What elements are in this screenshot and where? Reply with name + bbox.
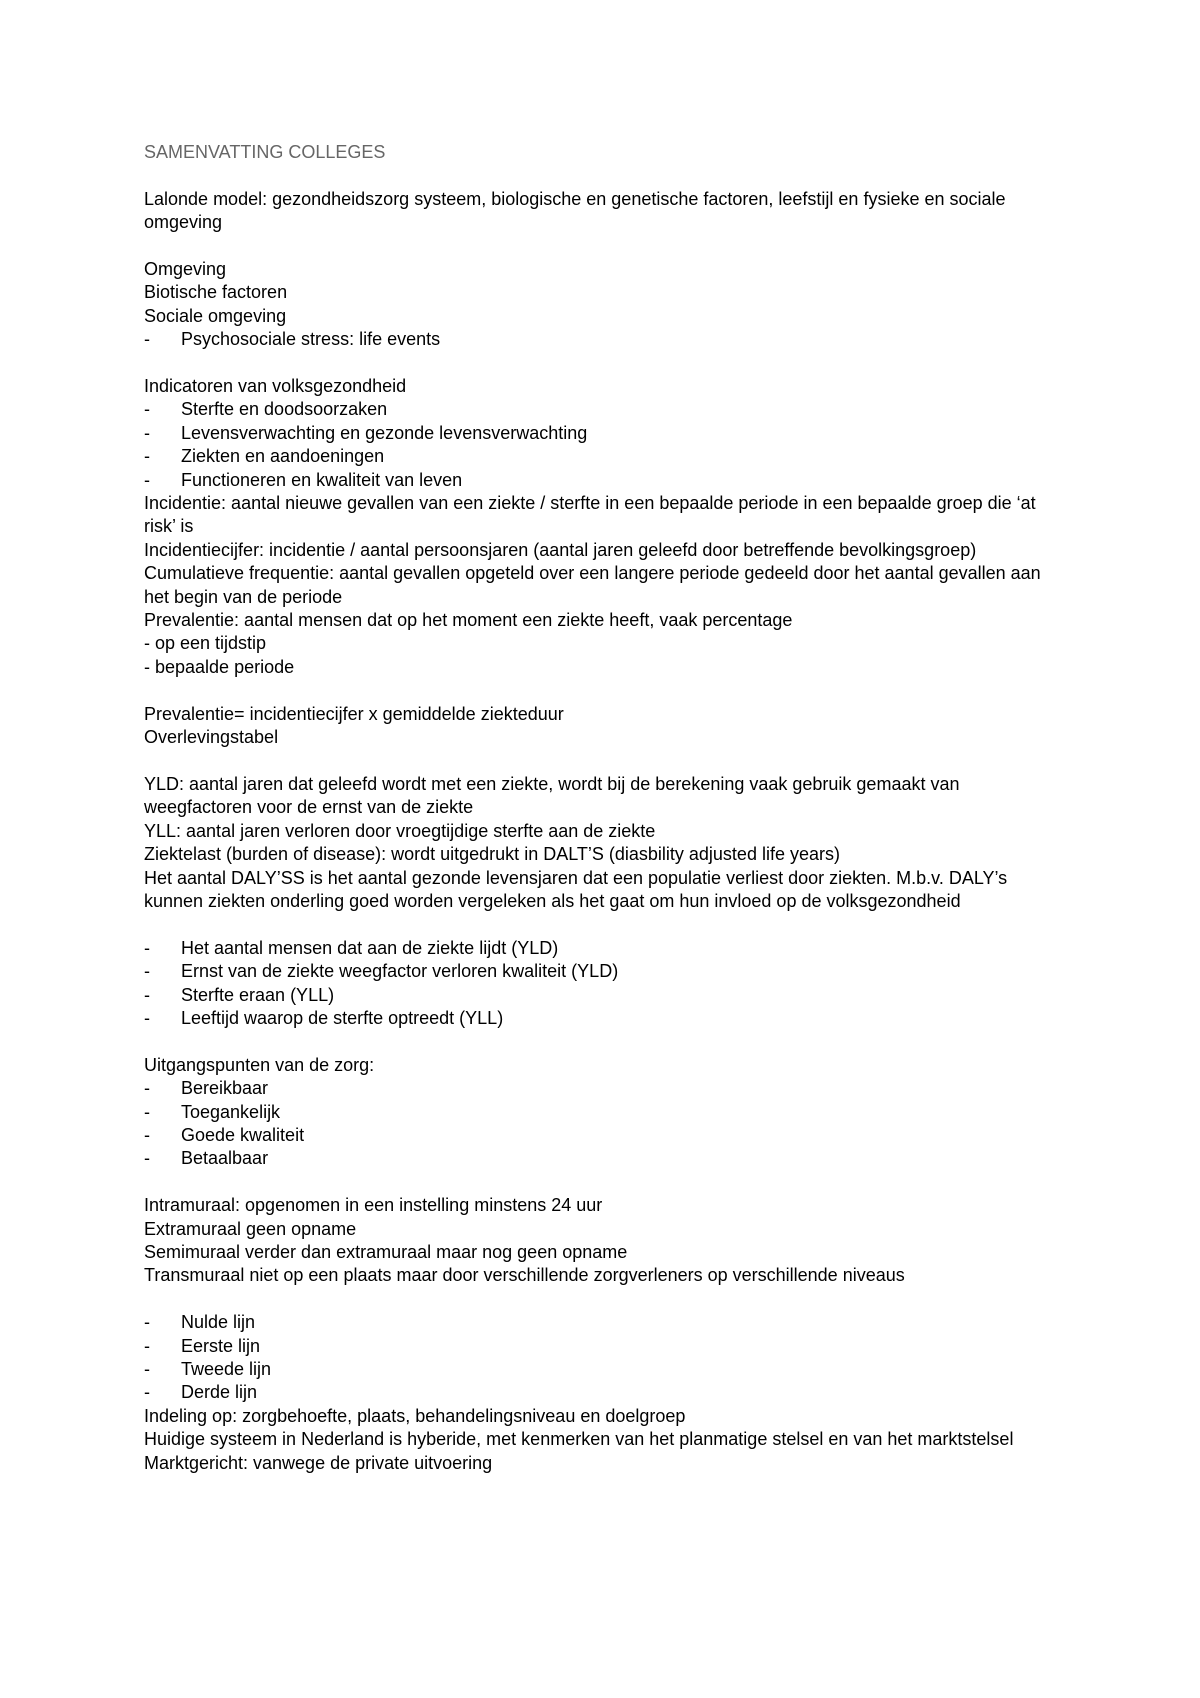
bullet-item [144, 1101, 1064, 1124]
paragraph: Marktgericht: vanwege de private uitvoering [144, 1452, 493, 1473]
bullet-marker: - [144, 1124, 150, 1145]
bullet-text: Sterfte eraan (YLL) [181, 984, 335, 1005]
bullet-text: Nulde lijn [181, 1312, 256, 1333]
bullet-item [144, 1311, 1064, 1334]
blank-line [144, 1288, 1064, 1311]
paragraph: Sociale omgeving [144, 305, 287, 326]
blank-line [144, 679, 1064, 702]
bullet-item [144, 1124, 1064, 1147]
bullet-marker: - [144, 1358, 150, 1379]
bullet-item [144, 960, 1064, 983]
bullet-text: Derde lijn [181, 1382, 258, 1403]
paragraph: Overlevingstabel [144, 727, 279, 748]
bullet-item [144, 984, 1064, 1007]
bullet-text: Leeftijd waarop de sterfte optreedt (YLL) [181, 1007, 504, 1028]
bullet-item [144, 445, 1064, 468]
paragraph: Extramuraal geen opname [144, 1218, 357, 1239]
paragraph: Indicatoren van volksgezondheid [144, 376, 407, 397]
bullet-text: Goede kwaliteit [181, 1124, 305, 1145]
bullet-item [144, 1335, 1064, 1358]
bullet-item [144, 1007, 1064, 1030]
bullet-marker: - [144, 1078, 150, 1099]
paragraph: Omgeving [144, 259, 227, 279]
bullet-marker: - [144, 399, 150, 420]
paragraph: Lalonde model: gezondheidszorg systeem, biologische en genetische factoren, leefstijl en fysieke en sociale omgeving [144, 188, 1006, 233]
document-title: SAMENVATTING COLLEGES [144, 142, 386, 162]
paragraph: Incidentiecijfer: incidentie / aantal persoonsjaren (aantal jaren geleefd door betreffende bevolkingsgroep) [144, 539, 977, 560]
paragraph: Huidige systeem in Nederland is hyberide, met kenmerken van het planmatige stelsel en van het marktstelsel [144, 1429, 1014, 1450]
bullet-item [144, 469, 1064, 492]
bullet-text: Bereikbaar [181, 1078, 269, 1099]
paragraph: Transmuraal niet op een plaats maar door verschillende zorgverleners op verschillende niveaus [144, 1265, 905, 1286]
bullet-marker: - [144, 329, 150, 350]
paragraph: - bepaalde periode [144, 656, 295, 677]
blank-line [144, 1030, 1064, 1053]
paragraph: Incidentie: aantal nieuwe gevallen van een ziekte / sterfte in een bepaalde periode in een bepaalde groep die ‘at risk’ is [144, 493, 1036, 537]
bullet-text: Eerste lijn [181, 1335, 261, 1356]
bullet-item [144, 1077, 1064, 1100]
paragraph: Cumulatieve frequentie: aantal gevallen opgeteld over een langere periode gedeeld door het aantal gevallen aan het begin van de periode [144, 563, 1041, 607]
bullet-text: Psychosociale stress: life events [181, 329, 441, 350]
bullet-marker: - [144, 1335, 150, 1356]
blank-line [144, 235, 1064, 258]
bullet-marker: - [144, 1148, 150, 1169]
blank-line [144, 913, 1064, 936]
paragraph: Uitgangspunten van de zorg: [144, 1054, 375, 1075]
bullet-text: Ziekten en aandoeningen [181, 446, 385, 467]
bullet-marker: - [144, 984, 150, 1005]
bullet-text: Sterfte en doodsoorzaken [181, 399, 388, 420]
paragraph: Ziektelast (burden of disease): wordt uitgedrukt in DALT’S (diasbility adjusted life years) [144, 844, 840, 865]
blank-line [144, 1171, 1064, 1194]
bullet-item [144, 1381, 1064, 1404]
bullet-marker: - [144, 469, 150, 490]
paragraph: Het aantal DALY’SS is het aantal gezonde levensjaren dat een populatie verliest door ziekten. M.b.v. DALY’s kunnen ziekten onderling goed worden vergeleken als het gaat om hun invloed op de volksgezondheid [144, 867, 1008, 911]
bullet-marker: - [144, 1007, 150, 1028]
paragraph: Semimuraal verder dan extramuraal maar nog geen opname [144, 1241, 628, 1262]
bullet-marker: - [144, 1312, 150, 1333]
paragraph: - op een tijdstip [144, 633, 267, 654]
paragraph: YLD: aantal jaren dat geleefd wordt met een ziekte, wordt bij de berekening vaak gebruik gemaakt van weegfactoren voor de ernst van de ziekte [144, 773, 960, 818]
paragraph: Indeling op: zorgbehoefte, plaats, behandelingsniveau en doelgroep [144, 1405, 686, 1426]
bullet-marker: - [144, 1101, 150, 1122]
bullet-text: Functioneren en kwaliteit van leven [181, 469, 463, 490]
paragraph: Intramuraal: opgenomen in een instelling minstens 24 uur [144, 1195, 603, 1216]
bullet-marker: - [144, 937, 150, 958]
bullet-item [144, 398, 1064, 421]
document-body [144, 164, 1064, 1475]
bullet-text: Betaalbaar [181, 1148, 269, 1169]
bullet-marker: - [144, 961, 150, 982]
bullet-item [144, 328, 1064, 351]
bullet-marker: - [144, 422, 150, 443]
bullet-text: Levensverwachting en gezonde levensverwachting [181, 422, 588, 443]
bullet-marker: - [144, 1382, 150, 1403]
bullet-item [144, 1358, 1064, 1381]
paragraph: Prevalentie: aantal mensen dat op het moment een ziekte heeft, vaak percentage [144, 610, 793, 631]
bullet-text: Het aantal mensen dat aan de ziekte lijdt (YLD) [181, 937, 559, 958]
bullet-text: Toegankelijk [181, 1101, 281, 1122]
blank-line [144, 750, 1064, 773]
bullet-marker: - [144, 446, 150, 467]
bullet-text: Ernst van de ziekte weegfactor verloren kwaliteit (YLD) [181, 961, 619, 982]
paragraph: YLL: aantal jaren verloren door vroegtijdige sterfte aan de ziekte [144, 820, 656, 841]
paragraph: Biotische factoren [144, 282, 288, 303]
bullet-item [144, 422, 1064, 445]
bullet-text: Tweede lijn [181, 1358, 272, 1379]
blank-line [144, 352, 1064, 375]
paragraph: Prevalentie= incidentiecijfer x gemiddelde ziekteduur [144, 703, 564, 724]
bullet-item [144, 1147, 1064, 1170]
bullet-item [144, 937, 1064, 960]
document-page [144, 141, 1064, 1475]
blank-line [144, 164, 1064, 187]
